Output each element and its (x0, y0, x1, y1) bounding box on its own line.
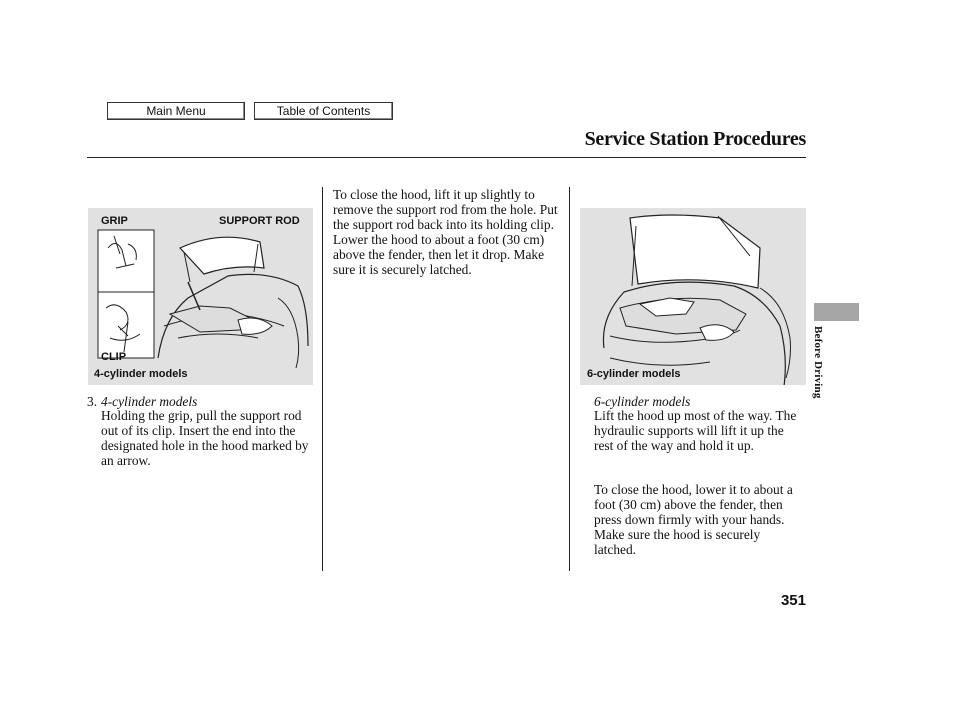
engine-bay-illustration-6cyl (580, 208, 806, 385)
step-instructions: Holding the grip, pull the support rod out of its clip. Insert the end into the designated hole in the hood marked by an arrow. (101, 408, 309, 468)
close-hood-instructions-4cyl: To close the hood, lift it up slightly to remove the support rod from the hole. Put the support rod back into its holding clip. Lower the hood to about a foot (30 cm) above the fender, then let it drop. Make sure it is securely latched. (333, 187, 558, 277)
figure-caption: 4-cylinder models (94, 368, 188, 380)
title-divider (87, 157, 806, 158)
section-tab-label: Before Driving (812, 326, 824, 399)
close-hood-instructions-6cyl: To close the hood, lower it to about a foot (30 cm) above the fender, then press down firmly with your hands. Make sure the hood is securely latched. (594, 482, 793, 557)
right-subtitle: 6-cylinder models (594, 394, 691, 409)
page-number: 351 (780, 592, 806, 609)
figure-6-cylinder (580, 208, 806, 385)
section-tab (814, 303, 859, 321)
column-divider-right (569, 187, 570, 571)
step-number: 3. (87, 394, 98, 409)
page-title: Service Station Procedures (584, 128, 806, 150)
figure-caption: 6-cylinder models (587, 368, 681, 380)
figure-4-cylinder (88, 208, 313, 385)
column-divider-left (322, 187, 323, 571)
clip-label: CLIP (101, 351, 127, 363)
support-rod-label: SUPPORT ROD (219, 215, 300, 227)
main-menu-button[interactable]: Main Menu (107, 102, 245, 120)
open-hood-instructions-6cyl: Lift the hood up most of the way. The hydraulic supports will lift it up the rest of the way and hold it up. (594, 408, 797, 453)
step-subtitle: 4-cylinder models (101, 394, 198, 409)
table-of-contents-button[interactable]: Table of Contents (254, 102, 393, 120)
grip-label: GRIP (101, 215, 128, 227)
